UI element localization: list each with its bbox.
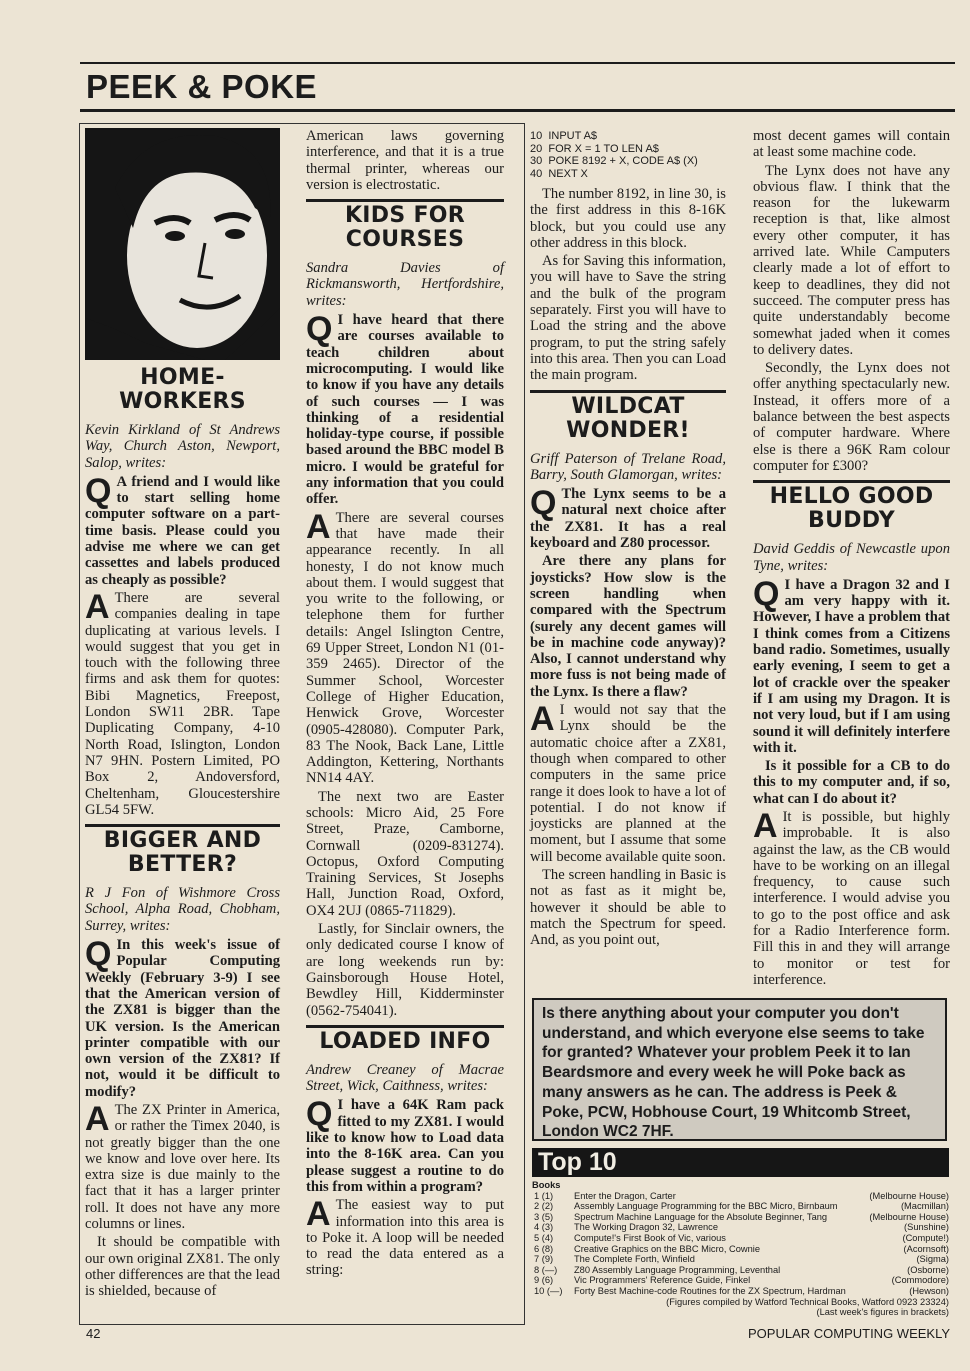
book-title: Vic Programmers' Reference Guide, Finkel: [574, 1275, 751, 1286]
book-title: Assembly Language Programming for the BBC Micro, Birnbaum: [574, 1201, 838, 1212]
answer-text: The Lynx does not have any obvious flaw. I think that the reason for the lukewarm reception is that, like almost every other computer, it has arrived late. While Camputers clearly made a lot of effort to keep to deadlines, they did not succeed. The computer press has quite understandably become somewhat jaded when it comes to delivery dates.: [753, 162, 950, 358]
headline-wildcat-wonder: WILDCAT WONDER!: [566, 393, 690, 443]
q-mark: Q: [85, 471, 112, 510]
top10-row: [532, 1201, 949, 1212]
code-line: 20 FOR X = 1 TO LEN A$: [530, 142, 659, 155]
headline-homeworkers: HOME- WORKERS: [119, 365, 246, 414]
question-text: Is it possible for a CB to do this to my computer and, if so, what can I do about it?: [753, 758, 950, 807]
contact-info-box: Is there anything about your computer you don't understand, and which everyone else seems to take for granted? Whatever your problem Peek it to Ian Beardsmore and every week he will Poke back as many answers as he can. The address is Peek & Poke, PCW, Hobhouse Court, 19 Whitcomb Street, London WC2 7HF.: [532, 998, 947, 1141]
top10-row: [532, 1286, 949, 1297]
rank: 6 (8): [534, 1243, 554, 1254]
a-mark: A: [85, 587, 110, 626]
book-title: The Working Dragon 32, Lawrence: [574, 1222, 719, 1233]
publisher: (Hewson): [909, 1285, 949, 1296]
page-title: PEEK & POKE: [86, 68, 318, 105]
book-title: Compute!'s First Book of Vic, various: [574, 1232, 726, 1243]
divider: [306, 1025, 504, 1028]
byline: R J Fon of Wishmore Cross School, Alpha Road, Chobham, Surrey, writes:: [85, 885, 280, 934]
divider: [753, 480, 950, 483]
answer-text: A The easiest way to put information into this area is to Poke it. A loop will be needed to read the data entered as a string:: [306, 1195, 504, 1279]
continued-text: American laws governing interference, and that it is a true thermal printer, whereas our version is electrostatic.: [306, 128, 504, 193]
top10-row: [532, 1265, 949, 1276]
rank: 8 (—): [534, 1264, 558, 1275]
column-4: [753, 128, 950, 990]
page-number: 42: [86, 1326, 101, 1341]
headline-kids-for-courses: KIDS FOR COURSES: [344, 203, 466, 253]
answer-text: A It is possible, but highly improbable. It is also against the law, as the CB would have to be working on an illegal frequency, to cause such interference. I would advise you to go to the post office and ask for a Radio Interference form. Fill this in and they will arrange to monitor or test for interference.: [753, 806, 950, 988]
book-title: Creative Graphics on the BBC Micro, Cownie: [574, 1243, 761, 1254]
publisher: (Macmillan): [900, 1201, 949, 1212]
rank: 7 (9): [534, 1254, 554, 1265]
rank: 10 (—): [534, 1285, 563, 1296]
divider: [530, 390, 726, 393]
top10-row: [532, 1212, 949, 1223]
top10-source-note: (Figures compiled by Watford Technical Books, Watford 0923 23324): [666, 1296, 949, 1307]
divider: [85, 824, 280, 827]
rank: 4 (3): [534, 1222, 554, 1233]
top10-row: [532, 1191, 949, 1202]
a-mark: A: [85, 1099, 110, 1138]
top10-row: [532, 1244, 949, 1255]
column-3: [530, 128, 726, 950]
rank: 5 (4): [534, 1232, 554, 1243]
publisher: (Compute!): [902, 1232, 949, 1243]
column-1: [85, 128, 280, 1302]
top10-row: [532, 1233, 949, 1244]
top10-row: [532, 1254, 949, 1265]
answer-text: The screen handling in Basic is not as fast as it might be, however it should be able to match the Spectrum for speed. And, as you point out,: [530, 866, 726, 949]
publisher: (Sunshine): [904, 1222, 949, 1233]
answer-text: It should be compatible with our own original ZX81. The only other differences are that the lead is shielded, because of: [85, 1234, 280, 1300]
code-line: 10 INPUT A$: [530, 130, 598, 142]
column-2: [306, 128, 504, 1281]
answer-text: A The ZX Printer in America, or rather the Timex 2040, is not greatly bigger than the one we know and love over here. Its extra size is due mainly to the fact that it has a larger printer roll. It does not have any more columns or lines.: [85, 1099, 280, 1233]
a-mark: A: [306, 507, 331, 546]
author-photo: [85, 128, 280, 360]
answer-text: A There are several companies dealing in tape duplicating at various levels. I would suggest that you get in touch with the following three firms and ask them for quotes: Bibi Magnetics, Freepost, London SW11 2BR. Tape Duplicating Company, 4-10 North Road, Islington, London N7 9HN. Postern Limited, PO Box 2, Andoversford, Cheltenham, Gloucestershire GL54 5FW.: [85, 587, 280, 818]
publisher: (Osborne): [907, 1264, 949, 1275]
code-line: 30 POKE 8192 + X, CODE A$ (X): [530, 155, 698, 167]
answer-text: A I would not say that the Lynx should be the automatic choice after a ZX81, though when compared to other computers in the same price range it does look to have a lot of potential. I do not know if joysticks are planned at the moment, but I assume that some will become available quite soon.: [530, 700, 726, 865]
rank: 3 (5): [534, 1211, 554, 1222]
top10-bracket-note: (Last week's figures in brackets): [816, 1307, 949, 1318]
question-text: Q I have heard that there are courses available to teach children about microcomputing. I would like to know if you have any details of such courses — I was thinking of a residential holiday-type course, if possible based around the BBC model B micro. I would be grateful for any information that you could offer.: [306, 310, 504, 508]
section-header: [80, 62, 955, 112]
publisher: (Commodore): [891, 1275, 949, 1286]
book-title: Forty Best Machine-code Routines for the ZX Spectrum, Hardman: [574, 1285, 846, 1296]
q-mark: Q: [530, 484, 557, 523]
top10-category: Books: [532, 1180, 561, 1190]
byline: Kevin Kirkland of St Andrews Way, Church Aston, Newport, Salop, writes:: [85, 422, 280, 471]
basic-code-listing: [530, 130, 726, 180]
answer-text: A There are several courses that have made their appearance recently. In all honesty, I do not know much about them. I would suggest that you write to the following, or telephone them for further details: Angel Islington Centre, 69 Upper Street, London N1 (01-359 2465). Director of the Summer School, Worcester College of Higher Education, Henwick Grove, Worcester (0905-428080). Computer Park, 83 The Nook, Back Lane, Little Addington, Kettering, Northants NN14 4AY.: [306, 507, 504, 787]
book-title: The Complete Forth, Winfield: [574, 1254, 695, 1265]
book-title: Z80 Assembly Language Programming, Leventhal: [574, 1264, 781, 1275]
question-text: Q I have a Dragon 32 and I am very happy with it. However, I have a problem that I think comes from a Citizens band radio. Sometimes, usually early evening, I seem to get a lot of crackle over the speaker if I am using my Dragon. It is not very loud, but if I am using sound it will definitely interfere with it.: [753, 574, 950, 756]
a-mark: A: [753, 806, 778, 845]
answer-text: As for Saving this information, you will have to Save the string and the bulk of the program separately. First you will have to Load the string and the above program, to put the string safely into this area. Then you can Load the main program.: [530, 253, 726, 384]
top10-row: [532, 1222, 949, 1233]
q-mark: Q: [306, 310, 333, 349]
a-mark: A: [530, 700, 555, 739]
portrait-image: [85, 128, 280, 360]
question-text: Q The Lynx seems to be a natural next choice after the ZX81. It has a real keyboard and Z80 processor.: [530, 484, 726, 552]
headline-loaded-info: LOADED INFO: [319, 1028, 491, 1054]
q-mark: Q: [753, 574, 780, 613]
answer-text: Secondly, the Lynx does not offer anything spectacularly new. Instead, it offers more of a balance between the best aspects of computer hardware. Where else is there a 96K Ram colour computer for £300?: [753, 360, 950, 474]
publisher: (Sigma): [916, 1254, 949, 1265]
q-mark: Q: [306, 1095, 333, 1134]
question-text: Q A friend and I would like to start selling home computer software on a part-time basis. Please could you advise me where we can get cassettes and labels produced as cheaply as possible?: [85, 471, 280, 588]
continued-text: most decent games will contain at least some machine code.: [753, 128, 950, 161]
book-title: Enter the Dragon, Carter: [574, 1190, 676, 1201]
divider: [306, 199, 504, 202]
headline-bigger-and-better: BIGGER AND BETTER?: [103, 828, 262, 878]
answer-text: Lastly, for Sinclair owners, the only dedicated course I know of are long weekends run by: Gainsborough House Hotel, Bewdley Hill, Kidderminster (0562-754041).: [306, 921, 504, 1019]
question-text: Are there any plans for joysticks? How slow is the screen handling when compared with the Spectrum (surely any decent games will be in machine code anyway)? Also, I cannot understand why more fuss is not being made of the Lynx. Is there a flaw?: [530, 553, 726, 700]
top10-list: [532, 1180, 949, 1318]
question-text: Q In this week's issue of Popular Computing Weekly (February 3-9) I see that the American version of the ZX81 is bigger than the UK version. Is the American printer compatible with our own version of the ZX81? If not, would it be difficult to modify?: [85, 935, 280, 1100]
byline: Griff Paterson of Trelane Road, Barry, South Glamorgan, writes:: [530, 450, 726, 483]
code-line: 40 NEXT X: [530, 167, 588, 180]
q-mark: Q: [85, 935, 112, 974]
publisher: (Melbourne House): [869, 1190, 949, 1201]
headline-hello-good-buddy: HELLO GOOD BUDDY: [769, 484, 934, 534]
answer-text: The number 8192, in line 30, is the first address in this 8-16K block, but you could use any other address in this block.: [530, 186, 726, 251]
a-mark: A: [306, 1195, 331, 1234]
rank: 9 (6): [534, 1275, 554, 1286]
rank: 1 (1): [534, 1190, 554, 1201]
book-title: Spectrum Machine Language for the Absolute Beginner, Tang: [574, 1211, 828, 1222]
byline: David Geddis of Newcastle upon Tyne, writes:: [753, 541, 950, 574]
answer-text: The next two are Easter schools: Micro Aid, 25 Fore Street, Praze, Camborne, Cornwall (0209-831274). Octopus, Oxford Computing Training Services, St Josephs Hall, Junction Road, Oxford, OX4 2UJ (0865-711829).: [306, 788, 504, 919]
byline: Sandra Davies of Rickmansworth, Hertfordshire, writes:: [306, 260, 504, 309]
question-text: Q I have a 64K Ram pack fitted to my ZX81. I would like to know how to Load data into the 8-16K area. Can you please suggest a routine to do this from within a program?: [306, 1095, 504, 1195]
top10-title: Top 10: [532, 1148, 949, 1177]
publisher: (Acornsoft): [903, 1243, 949, 1254]
byline: Andrew Creaney of Macrae Street, Wick, Caithness, writes:: [306, 1061, 504, 1095]
rank: 2 (2): [534, 1201, 554, 1212]
magazine-name: POPULAR COMPUTING WEEKLY: [748, 1326, 951, 1341]
top10-row: [532, 1275, 949, 1286]
publisher: (Melbourne House): [869, 1211, 949, 1222]
